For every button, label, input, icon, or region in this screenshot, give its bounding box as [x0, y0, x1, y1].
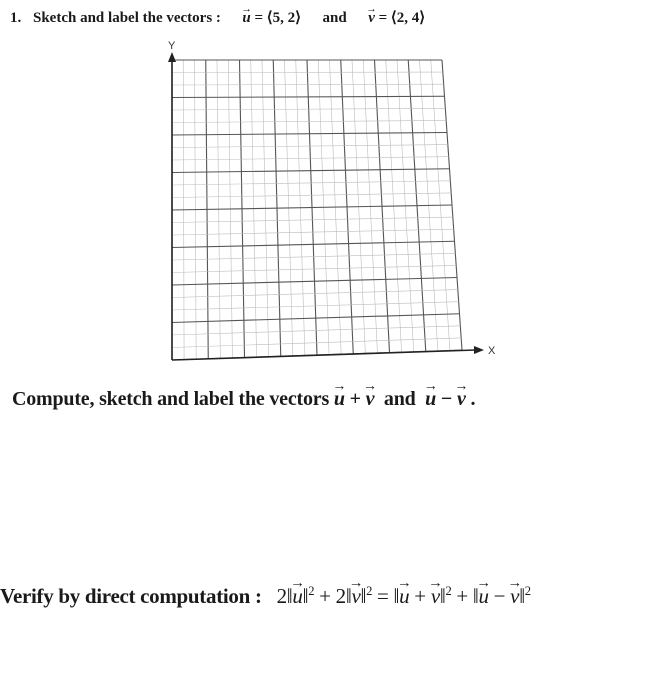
- vector-u-value: = ⟨5, 2⟩: [254, 10, 302, 26]
- vector-v-symbol: → v: [351, 584, 360, 609]
- vector-v-value: = ⟨2, 4⟩: [378, 10, 426, 26]
- problem-3-lead: Verify by direct computation :: [0, 584, 262, 608]
- y-axis-arrowhead: [168, 52, 176, 62]
- major-grid-line: [172, 96, 445, 97]
- vector-u-symbol: → u: [242, 10, 250, 27]
- connector-and: and: [322, 10, 347, 26]
- x-axis-line: [172, 350, 476, 360]
- problem-2-statement: [12, 388, 475, 411]
- problem-number: 1.: [10, 10, 22, 26]
- graph-paper-svg: [150, 38, 510, 378]
- connector-and: and: [383, 388, 416, 410]
- vector-v-symbol: → v: [366, 388, 375, 411]
- problem-2-lead: Compute, sketch and label the vectors: [12, 388, 330, 410]
- vector-u-symbol: → u: [292, 584, 302, 609]
- problem-1-statement: [10, 8, 425, 27]
- grid-lines: [172, 60, 462, 360]
- y-axis-label: Y: [168, 40, 176, 52]
- problem-1-instruction: Sketch and label the vectors :: [33, 10, 221, 26]
- vector-u-symbol: → u: [399, 584, 409, 609]
- x-axis-label: X: [488, 345, 496, 357]
- plus-sign: +: [349, 388, 361, 410]
- vector-u-symbol: → u: [425, 388, 436, 411]
- period: .: [470, 388, 476, 410]
- minus-sign: −: [440, 388, 453, 410]
- vector-v-symbol: → v: [510, 584, 519, 609]
- vector-v-symbol: → v: [368, 10, 375, 27]
- x-axis-arrowhead: [474, 346, 484, 354]
- vector-v-symbol: → v: [457, 388, 466, 411]
- graph-paper: [150, 38, 510, 378]
- parallelogram-law-expression: 2‖→ u‖$^2$ + 2‖→ v‖$^2$ = ‖→ u + → v‖$^2$ + ‖→ u − → v‖$^2$: [277, 584, 531, 608]
- vector-v-symbol: → v: [431, 584, 440, 609]
- minor-grid-line: [172, 84, 444, 85]
- problem-3-statement: [0, 584, 531, 609]
- vector-u-symbol: → u: [479, 584, 489, 609]
- vector-u-symbol: → u: [334, 388, 345, 411]
